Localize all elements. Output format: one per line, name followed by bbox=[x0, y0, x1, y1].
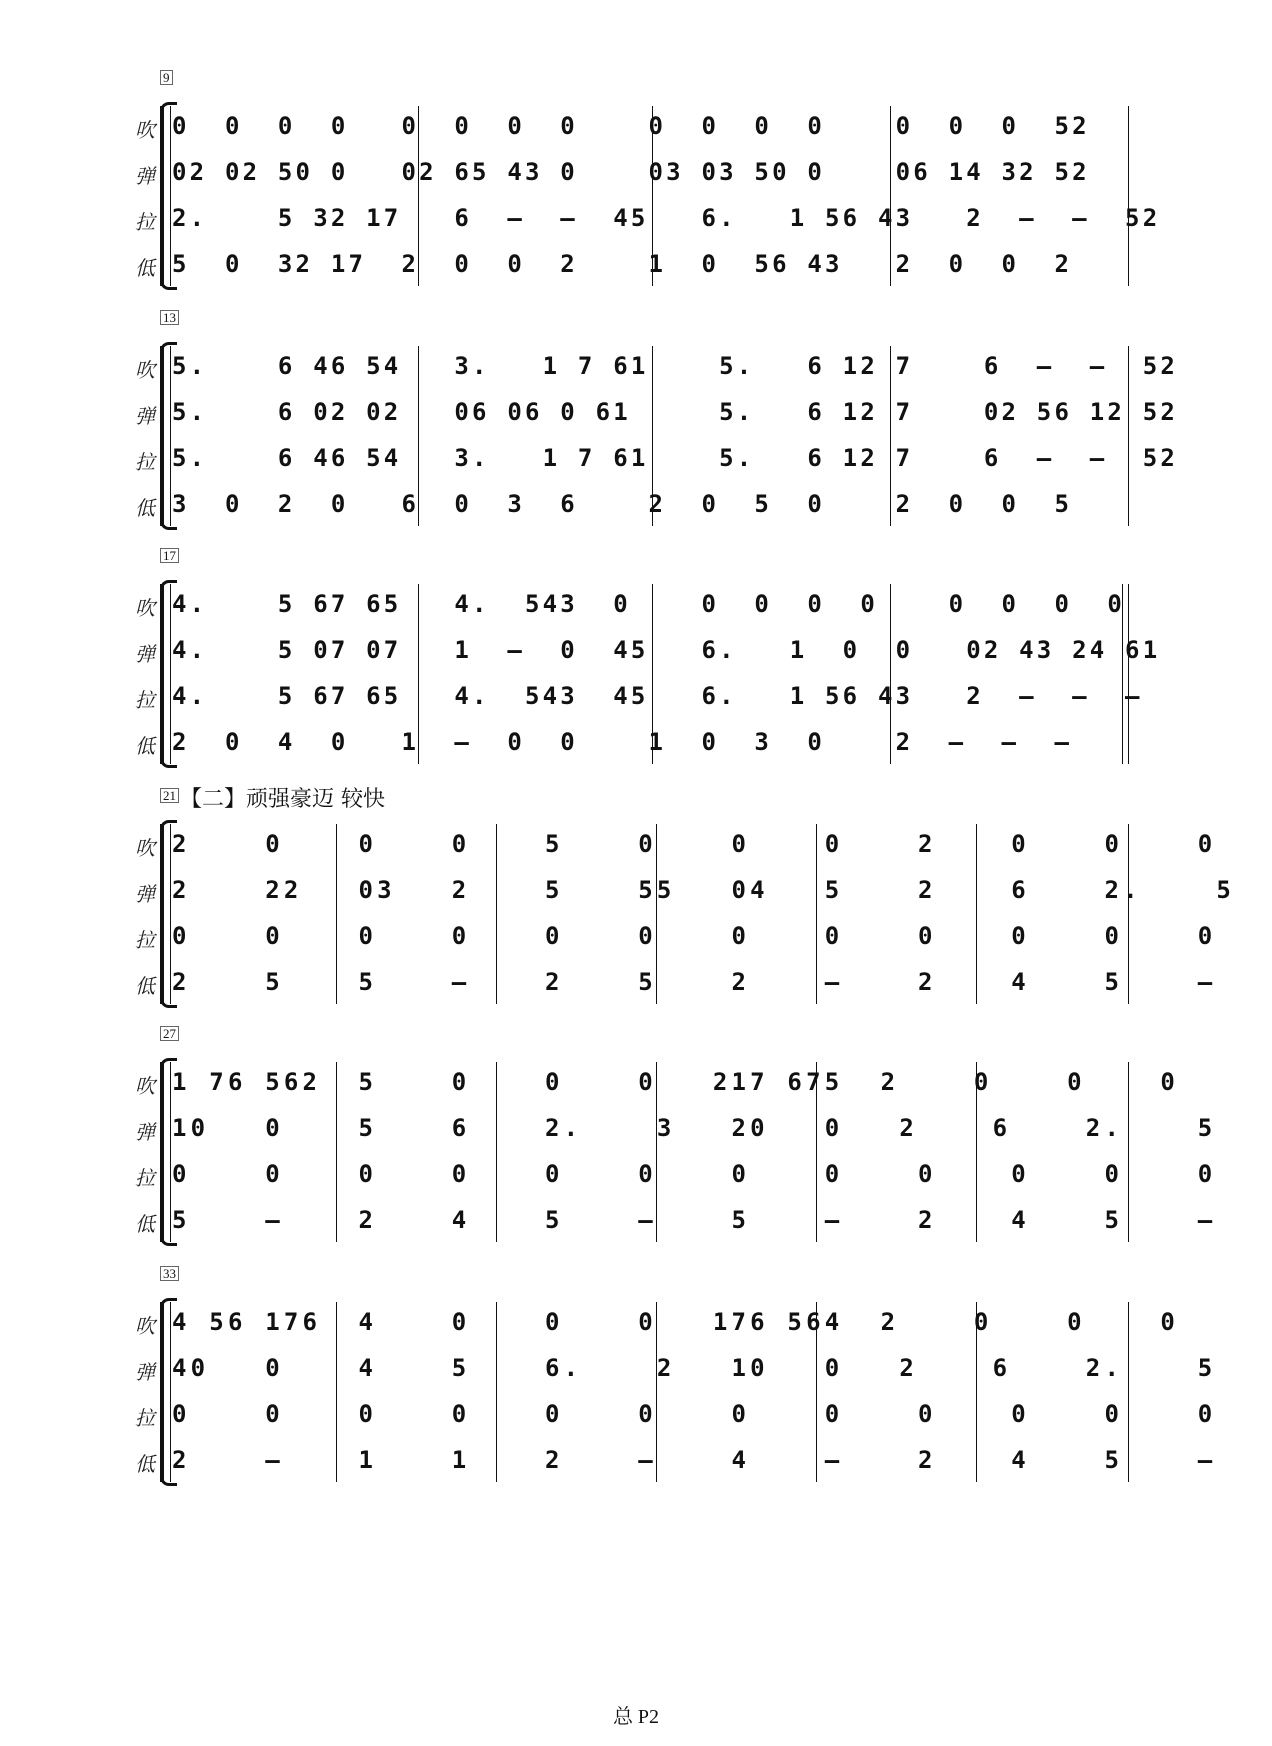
notation-row: 2 0 4 0 1 – 0 0 1 0 3 0 2 – – – bbox=[172, 728, 1073, 756]
notation-row: 4. 5 67 65 4. 543 45 6. 1 56 43 2 – – – bbox=[172, 682, 1143, 710]
system-line bbox=[170, 106, 171, 286]
measure-number: 17 bbox=[160, 548, 179, 563]
system-line bbox=[170, 1062, 171, 1242]
instrument-label: 弹 bbox=[135, 1360, 155, 1384]
instrument-label: 吹 bbox=[135, 1074, 155, 1098]
instrument-label: 吹 bbox=[135, 836, 155, 860]
system-line bbox=[170, 824, 171, 1004]
notation-row: 0 0 0 0 0 0 0 0 0 0 0 0 bbox=[172, 1160, 1217, 1188]
instrument-label: 吹 bbox=[135, 1314, 155, 1338]
instrument-label: 拉 bbox=[135, 688, 155, 712]
instrument-label: 弹 bbox=[135, 882, 155, 906]
notation-row: 2 0 0 0 5 0 0 0 2 0 0 0 bbox=[172, 830, 1217, 858]
notation-row: 2. 5 32 17 6 – – 45 6. 1 56 43 2 – – 52 bbox=[172, 204, 1161, 232]
notation-row: 4. 5 67 65 4. 543 0 0 0 0 0 0 0 0 0 bbox=[172, 590, 1126, 618]
instrument-label: 低 bbox=[135, 1452, 155, 1476]
instrument-label: 低 bbox=[135, 974, 155, 998]
instrument-label: 弹 bbox=[135, 1120, 155, 1144]
notation-row: 10 0 5 6 2. 3 20 0 2 6 2. 5 bbox=[172, 1114, 1217, 1142]
instrument-label: 弹 bbox=[135, 164, 155, 188]
instrument-label: 拉 bbox=[135, 1166, 155, 1190]
notation-row: 4 56 176 4 0 0 0 176 564 2 0 0 0 bbox=[172, 1308, 1180, 1336]
system-line bbox=[170, 584, 171, 764]
instrument-label: 拉 bbox=[135, 928, 155, 952]
notation-row: 5 0 32 17 2 0 0 2 1 0 56 43 2 0 0 2 bbox=[172, 250, 1073, 278]
measure-number: 33 bbox=[160, 1266, 179, 1281]
notation-row: 5. 6 46 54 3. 1 7 61 5. 6 12 7 6 – – 52 bbox=[172, 352, 1179, 380]
notation-row: 5. 6 46 54 3. 1 7 61 5. 6 12 7 6 – – 52 bbox=[172, 444, 1179, 472]
instrument-label: 拉 bbox=[135, 450, 155, 474]
notation-row: 1 76 562 5 0 0 0 217 675 2 0 0 0 bbox=[172, 1068, 1180, 1096]
barline bbox=[1128, 584, 1129, 764]
notation-row: 2 – 1 1 2 – 4 – 2 4 5 – bbox=[172, 1446, 1217, 1474]
page-footer: 总 P2 bbox=[612, 1706, 660, 1728]
section-title: 【二】顽强豪迈 较快 bbox=[180, 787, 385, 812]
notation-row: 4. 5 07 07 1 – 0 45 6. 1 0 0 02 43 24 61 bbox=[172, 636, 1161, 664]
notation-row: 0 0 0 0 0 0 0 0 0 0 0 0 bbox=[172, 922, 1217, 950]
notation-row: 2 5 5 – 2 5 2 – 2 4 5 – bbox=[172, 968, 1217, 996]
measure-number: 21 bbox=[160, 788, 179, 803]
notation-row: 5. 6 02 02 06 06 0 61 5. 6 12 7 02 56 12 52 bbox=[172, 398, 1179, 426]
notation-row: 3 0 2 0 6 0 3 6 2 0 5 0 2 0 0 5 bbox=[172, 490, 1073, 518]
instrument-label: 拉 bbox=[135, 1406, 155, 1430]
instrument-label: 低 bbox=[135, 496, 155, 520]
instrument-label: 拉 bbox=[135, 210, 155, 234]
notation-row: 2 22 03 2 5 55 04 5 2 6 2. 5 bbox=[172, 876, 1236, 904]
instrument-label: 弹 bbox=[135, 404, 155, 428]
notation-row: 02 02 50 0 02 65 43 0 03 03 50 0 06 14 32 52 bbox=[172, 158, 1090, 186]
measure-number: 9 bbox=[160, 70, 173, 85]
notation-row: 0 0 0 0 0 0 0 0 0 0 0 0 0 0 0 52 bbox=[172, 112, 1090, 140]
instrument-label: 吹 bbox=[135, 358, 155, 382]
barline bbox=[1128, 106, 1129, 286]
instrument-label: 吹 bbox=[135, 596, 155, 620]
notation-row: 40 0 4 5 6. 2 10 0 2 6 2. 5 bbox=[172, 1354, 1217, 1382]
notation-row: 5 – 2 4 5 – 5 – 2 4 5 – bbox=[172, 1206, 1217, 1234]
instrument-label: 弹 bbox=[135, 642, 155, 666]
system-line bbox=[170, 346, 171, 526]
measure-number: 13 bbox=[160, 310, 179, 325]
instrument-label: 低 bbox=[135, 256, 155, 280]
instrument-label: 吹 bbox=[135, 118, 155, 142]
measure-number: 27 bbox=[160, 1026, 179, 1041]
instrument-label: 低 bbox=[135, 734, 155, 758]
system-line bbox=[170, 1302, 171, 1482]
notation-row: 0 0 0 0 0 0 0 0 0 0 0 0 bbox=[172, 1400, 1217, 1428]
instrument-label: 低 bbox=[135, 1212, 155, 1236]
